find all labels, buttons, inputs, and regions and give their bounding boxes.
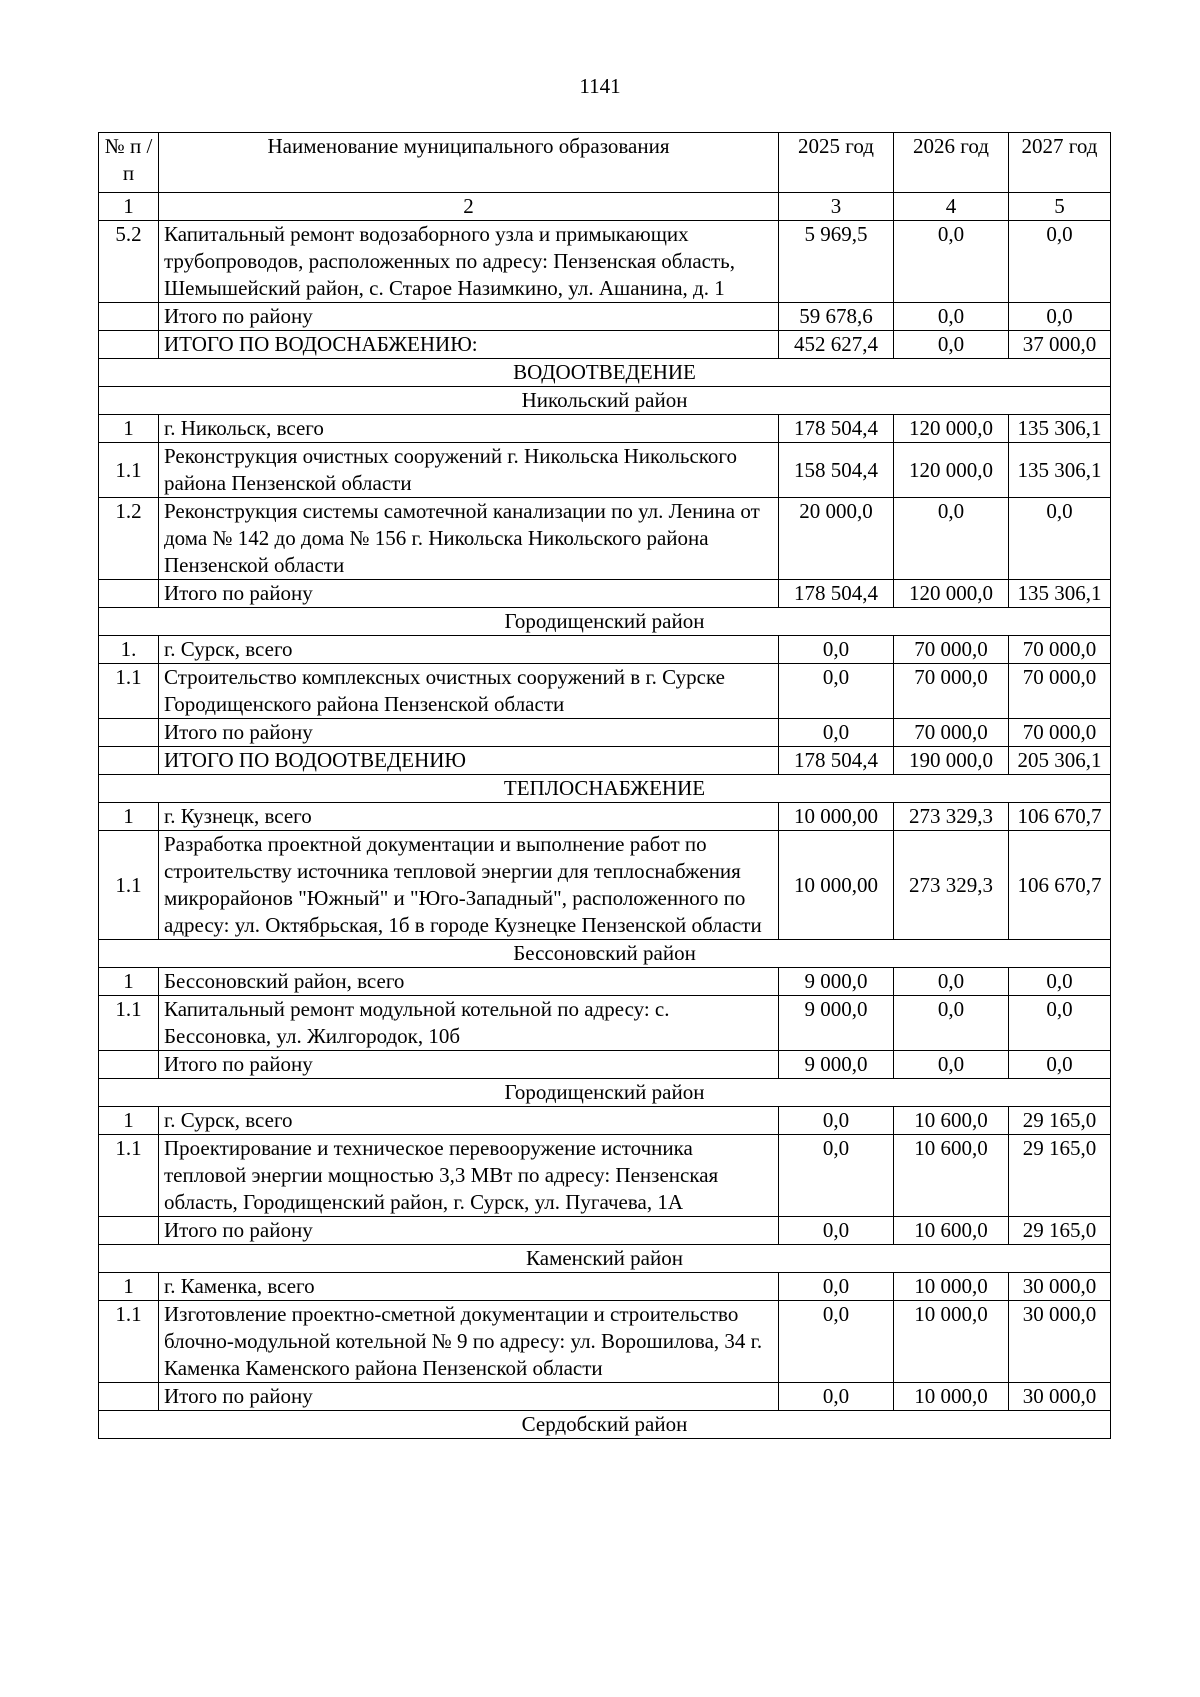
- header-2025: 2025 год: [779, 133, 894, 193]
- row-number: [99, 303, 159, 331]
- page-number: 1141: [579, 74, 621, 98]
- table-row: [99, 1107, 1111, 1135]
- index-cell: 1: [99, 193, 159, 221]
- value-2027: 29 165,0: [1009, 1217, 1111, 1245]
- value-2026: 70 000,0: [894, 719, 1009, 747]
- section-title: Каменский район: [99, 1245, 1111, 1273]
- row-number: [99, 719, 159, 747]
- value-2026: 273 329,3: [894, 831, 1009, 940]
- table-row: [99, 747, 1111, 775]
- value-2026: 0,0: [894, 498, 1009, 580]
- table-row: [99, 221, 1111, 303]
- value-2027: 135 306,1: [1009, 580, 1111, 608]
- value-2026: 10 600,0: [894, 1107, 1009, 1135]
- row-number: 1.1: [99, 831, 159, 940]
- value-2026: 10 000,0: [894, 1383, 1009, 1411]
- value-2026: 120 000,0: [894, 580, 1009, 608]
- value-2027: 205 306,1: [1009, 747, 1111, 775]
- value-2027: 0,0: [1009, 996, 1111, 1051]
- value-2027: 70 000,0: [1009, 719, 1111, 747]
- table-row: [99, 1135, 1111, 1217]
- value-2027: 106 670,7: [1009, 803, 1111, 831]
- value-2025: 10 000,00: [779, 831, 894, 940]
- value-2025: 59 678,6: [779, 303, 894, 331]
- row-number: [99, 747, 159, 775]
- index-cell: 2: [159, 193, 779, 221]
- row-name: Итого по району: [159, 1383, 779, 1411]
- row-name: Итого по району: [159, 1051, 779, 1079]
- value-2026: 10 600,0: [894, 1217, 1009, 1245]
- value-2025: 158 504,4: [779, 443, 894, 498]
- value-2025: 0,0: [779, 664, 894, 719]
- value-2026: 0,0: [894, 1051, 1009, 1079]
- value-2027: 0,0: [1009, 968, 1111, 996]
- value-2026: 273 329,3: [894, 803, 1009, 831]
- row-number: [99, 1217, 159, 1245]
- value-2027: 37 000,0: [1009, 331, 1111, 359]
- value-2026: 0,0: [894, 221, 1009, 303]
- table-row: [99, 831, 1111, 940]
- row-number: [99, 1051, 159, 1079]
- table-row: [99, 1217, 1111, 1245]
- value-2027: 29 165,0: [1009, 1107, 1111, 1135]
- value-2025: 9 000,0: [779, 1051, 894, 1079]
- header-name: Наименование муниципального образования: [159, 133, 779, 193]
- value-2027: 29 165,0: [1009, 1135, 1111, 1217]
- table-row: [99, 415, 1111, 443]
- value-2025: 9 000,0: [779, 968, 894, 996]
- value-2025: 0,0: [779, 1383, 894, 1411]
- row-name: Итого по району: [159, 1217, 779, 1245]
- row-name: Итого по району: [159, 303, 779, 331]
- table-row: [99, 1301, 1111, 1383]
- table-header-row: [99, 133, 1111, 193]
- section-title: ТЕПЛОСНАБЖЕНИЕ: [99, 775, 1111, 803]
- value-2026: 0,0: [894, 303, 1009, 331]
- value-2027: 30 000,0: [1009, 1383, 1111, 1411]
- row-name: Реконструкция очистных сооружений г. Никольска Никольского района Пензенской области: [159, 443, 779, 498]
- row-number: 1.1: [99, 996, 159, 1051]
- value-2025: 0,0: [779, 1107, 894, 1135]
- value-2025: 10 000,00: [779, 803, 894, 831]
- row-number: 1.1: [99, 1301, 159, 1383]
- row-number: 1: [99, 415, 159, 443]
- row-name: Изготовление проектно-сметной документации и строительство блочно-модульной котельной № 9 по адресу: ул. Ворошилова, 34 г. Каменка Каменского района Пензенской области: [159, 1301, 779, 1383]
- value-2027: 0,0: [1009, 221, 1111, 303]
- row-number: 1.1: [99, 1135, 159, 1217]
- row-name: Итого по району: [159, 719, 779, 747]
- value-2026: 0,0: [894, 996, 1009, 1051]
- section-title: Никольский район: [99, 387, 1111, 415]
- value-2026: 10 000,0: [894, 1301, 1009, 1383]
- value-2027: 30 000,0: [1009, 1273, 1111, 1301]
- header-number: № п /п: [99, 133, 159, 193]
- value-2027: 0,0: [1009, 1051, 1111, 1079]
- section-header-row: [99, 1245, 1111, 1273]
- value-2027: 135 306,1: [1009, 443, 1111, 498]
- row-name: г. Никольск, всего: [159, 415, 779, 443]
- table-row: [99, 968, 1111, 996]
- section-title: Бессоновский район: [99, 940, 1111, 968]
- table-row: [99, 664, 1111, 719]
- value-2027: 0,0: [1009, 303, 1111, 331]
- row-number: [99, 580, 159, 608]
- row-name: ИТОГО ПО ВОДООТВЕДЕНИЮ: [159, 747, 779, 775]
- table-row: [99, 1273, 1111, 1301]
- table-row: [99, 803, 1111, 831]
- value-2025: 178 504,4: [779, 747, 894, 775]
- row-name: ИТОГО ПО ВОДОСНАБЖЕНИЮ:: [159, 331, 779, 359]
- row-name: Реконструкция системы самотечной канализации по ул. Ленина от дома № 142 до дома № 156 г. Никольска Никольского района Пензенской области: [159, 498, 779, 580]
- value-2025: 0,0: [779, 636, 894, 664]
- table-row: [99, 303, 1111, 331]
- row-number: 1: [99, 803, 159, 831]
- index-cell: 3: [779, 193, 894, 221]
- row-number: 1: [99, 1273, 159, 1301]
- value-2025: 9 000,0: [779, 996, 894, 1051]
- value-2026: 120 000,0: [894, 415, 1009, 443]
- row-name: Итого по району: [159, 580, 779, 608]
- value-2026: 70 000,0: [894, 664, 1009, 719]
- value-2025: 452 627,4: [779, 331, 894, 359]
- table-row: [99, 1051, 1111, 1079]
- value-2027: 70 000,0: [1009, 636, 1111, 664]
- table-row: [99, 580, 1111, 608]
- value-2027: 30 000,0: [1009, 1301, 1111, 1383]
- section-header-row: [99, 359, 1111, 387]
- row-number: [99, 1383, 159, 1411]
- row-number: 1: [99, 968, 159, 996]
- section-header-row: [99, 775, 1111, 803]
- row-number: 1: [99, 1107, 159, 1135]
- row-number: 1.1: [99, 443, 159, 498]
- value-2026: 10 600,0: [894, 1135, 1009, 1217]
- section-header-row: [99, 940, 1111, 968]
- section-title: ВОДООТВЕДЕНИЕ: [99, 359, 1111, 387]
- value-2025: 0,0: [779, 1217, 894, 1245]
- section-title: Городищенский район: [99, 1079, 1111, 1107]
- value-2026: 70 000,0: [894, 636, 1009, 664]
- row-name: г. Кузнецк, всего: [159, 803, 779, 831]
- table-row: [99, 443, 1111, 498]
- table-row: [99, 331, 1111, 359]
- section-header-row: [99, 1079, 1111, 1107]
- value-2027: 106 670,7: [1009, 831, 1111, 940]
- index-cell: 4: [894, 193, 1009, 221]
- value-2027: 70 000,0: [1009, 664, 1111, 719]
- value-2026: 10 000,0: [894, 1273, 1009, 1301]
- value-2027: 135 306,1: [1009, 415, 1111, 443]
- table-row: [99, 996, 1111, 1051]
- row-name: г. Каменка, всего: [159, 1273, 779, 1301]
- table-row: [99, 498, 1111, 580]
- row-name: Строительство комплексных очистных сооружений в г. Сурске Городищенского района Пензенской области: [159, 664, 779, 719]
- row-number: 1.1: [99, 664, 159, 719]
- row-number: 1.2: [99, 498, 159, 580]
- value-2025: 178 504,4: [779, 580, 894, 608]
- value-2025: 5 969,5: [779, 221, 894, 303]
- value-2025: 0,0: [779, 1135, 894, 1217]
- column-index-row: [99, 193, 1111, 221]
- row-name: г. Сурск, всего: [159, 1107, 779, 1135]
- section-header-row: [99, 387, 1111, 415]
- budget-table: [98, 132, 1111, 1439]
- table-row: [99, 719, 1111, 747]
- value-2025: 178 504,4: [779, 415, 894, 443]
- value-2025: 0,0: [779, 719, 894, 747]
- row-name: Проектирование и техническое перевооружение источника тепловой энергии мощностью 3,3 МВт по адресу: Пензенская область, Городищенский район, г. Сурск, ул. Пугачева, 1А: [159, 1135, 779, 1217]
- header-2027: 2027 год: [1009, 133, 1111, 193]
- table-row: [99, 1383, 1111, 1411]
- table-row: [99, 636, 1111, 664]
- row-name: г. Сурск, всего: [159, 636, 779, 664]
- section-header-row: [99, 608, 1111, 636]
- row-number: 5.2: [99, 221, 159, 303]
- value-2026: 0,0: [894, 968, 1009, 996]
- index-cell: 5: [1009, 193, 1111, 221]
- value-2025: 0,0: [779, 1301, 894, 1383]
- section-header-row: [99, 1411, 1111, 1439]
- value-2027: 0,0: [1009, 498, 1111, 580]
- section-title: Сердобский район: [99, 1411, 1111, 1439]
- value-2025: 0,0: [779, 1273, 894, 1301]
- value-2026: 0,0: [894, 331, 1009, 359]
- section-title: Городищенский район: [99, 608, 1111, 636]
- row-name: Капитальный ремонт модульной котельной по адресу: с. Бессоновка, ул. Жилгородок, 10б: [159, 996, 779, 1051]
- row-number: 1.: [99, 636, 159, 664]
- value-2026: 120 000,0: [894, 443, 1009, 498]
- header-2026: 2026 год: [894, 133, 1009, 193]
- row-number: [99, 331, 159, 359]
- row-name: Бессоновский район, всего: [159, 968, 779, 996]
- row-name: Разработка проектной документации и выполнение работ по строительству источника тепловой энергии для теплоснабжения микрорайонов "Южный" и "Юго-Западный", расположенного по адресу: ул. Октябрьская, 1б в городе Кузнецке Пензенской области: [159, 831, 779, 940]
- value-2026: 190 000,0: [894, 747, 1009, 775]
- row-name: Капитальный ремонт водозаборного узла и примыкающих трубопроводов, расположенных по адресу: Пензенская область, Шемышейский район, с. Старое Назимкино, ул. Ашанина, д. 1: [159, 221, 779, 303]
- value-2025: 20 000,0: [779, 498, 894, 580]
